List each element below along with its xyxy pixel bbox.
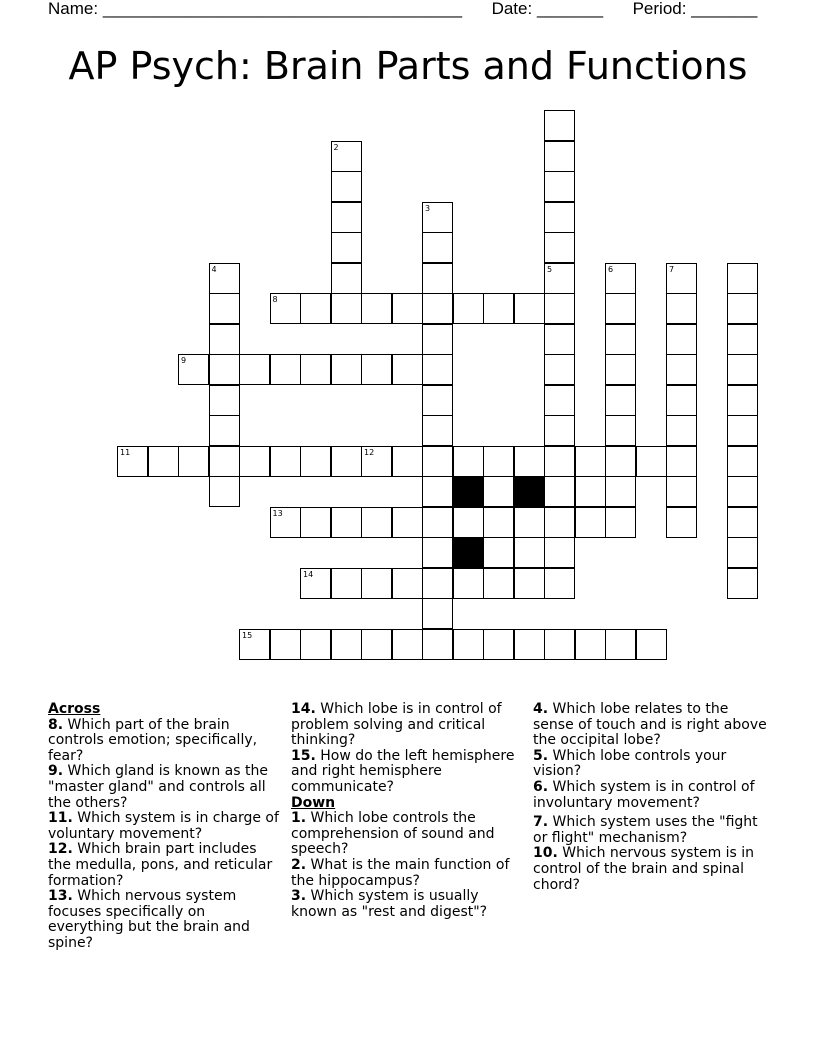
- grid-cell[interactable]: [483, 629, 514, 660]
- clue-item-number: 6.: [533, 778, 549, 795]
- grid-cell[interactable]: [605, 324, 636, 355]
- clue-number: 15: [242, 630, 253, 640]
- grid-cell[interactable]: [666, 446, 697, 477]
- grid-cell[interactable]: [544, 446, 575, 477]
- grid-cell[interactable]: [331, 141, 362, 172]
- grid-cell[interactable]: [270, 629, 301, 660]
- grid-cell[interactable]: [514, 446, 545, 477]
- grid-cell[interactable]: [483, 568, 514, 599]
- grid-cell[interactable]: [605, 263, 636, 294]
- clue-item-text: Which lobe controls the comprehension of sound and speech?: [291, 810, 495, 858]
- grid-cell[interactable]: [666, 476, 697, 507]
- grid-cell[interactable]: [422, 598, 453, 629]
- clue-item-text: Which nervous system is in control of the brain and spinal chord?: [533, 845, 755, 893]
- clue-item-number: 7.: [533, 814, 549, 831]
- grid-cell[interactable]: [727, 354, 758, 385]
- clue-item-text: Which system is in control of involuntary movement?: [533, 778, 755, 811]
- grid-cell[interactable]: [605, 354, 636, 385]
- clue-item-text: Which gland is known as the "master gland" and controls all the others?: [48, 763, 268, 811]
- grid-cell[interactable]: [422, 568, 453, 599]
- grid-cell[interactable]: [727, 293, 758, 324]
- grid-cell[interactable]: [239, 354, 270, 385]
- clue-item-text: Which system uses the "fight or flight" mechanism?: [533, 814, 758, 846]
- grid-cell[interactable]: [331, 568, 362, 599]
- grid-cell[interactable]: [483, 476, 514, 507]
- clue-item-number: 12.: [48, 841, 73, 858]
- grid-cell[interactable]: [453, 629, 484, 660]
- clue-item-number: 15.: [291, 747, 316, 764]
- grid-cell[interactable]: [148, 446, 179, 477]
- grid-cell[interactable]: [544, 537, 575, 568]
- grid-cell[interactable]: [422, 537, 453, 568]
- grid-cell[interactable]: [544, 110, 575, 141]
- grid-cell[interactable]: [666, 324, 697, 355]
- grid-cell[interactable]: [209, 324, 240, 355]
- clue-number: 9: [181, 356, 187, 365]
- grid-cell[interactable]: [575, 446, 606, 477]
- grid-cell[interactable]: [666, 263, 697, 294]
- grid-cell[interactable]: [361, 507, 392, 538]
- grid-cell[interactable]: [666, 385, 697, 416]
- grid-cell[interactable]: [422, 202, 453, 233]
- clue-item: [291, 889, 525, 920]
- grid-cell[interactable]: [544, 293, 575, 324]
- clue-item-number: 9.: [48, 763, 64, 780]
- clue-item-number: 4.: [533, 701, 549, 717]
- grid-cell[interactable]: [392, 568, 423, 599]
- clue-number: 7: [669, 264, 675, 274]
- clue-number: 11: [120, 447, 131, 457]
- grid-cell[interactable]: [361, 293, 392, 324]
- grid-cell[interactable]: [270, 446, 301, 477]
- grid-cell[interactable]: [544, 476, 575, 507]
- period-label: Period:: [632, 0, 687, 18]
- name-label: Name:: [48, 0, 99, 18]
- grid-cell[interactable]: [605, 385, 636, 416]
- grid-cell[interactable]: [483, 446, 514, 477]
- grid-cell[interactable]: [727, 507, 758, 538]
- grid-cell[interactable]: [422, 415, 453, 446]
- clue-item: [533, 749, 767, 780]
- grid-cell[interactable]: [239, 446, 270, 477]
- grid-cell[interactable]: [514, 507, 545, 538]
- grid-cell[interactable]: [300, 446, 331, 477]
- grid-cell[interactable]: [605, 507, 636, 538]
- grid-cell[interactable]: [544, 354, 575, 385]
- grid-cell[interactable]: [392, 354, 423, 385]
- grid-cell[interactable]: [422, 354, 453, 385]
- grid-cell[interactable]: [727, 446, 758, 477]
- clue-number: 4: [211, 264, 217, 274]
- grid-cell[interactable]: [300, 293, 331, 324]
- grid-cell[interactable]: [666, 507, 697, 538]
- grid-cell[interactable]: [361, 446, 392, 477]
- black-cell: [453, 476, 484, 507]
- grid-cell[interactable]: [514, 537, 545, 568]
- grid-cell[interactable]: [209, 385, 240, 416]
- grid-cell[interactable]: [544, 171, 575, 202]
- grid-cell[interactable]: [605, 415, 636, 446]
- grid-cell[interactable]: [209, 263, 240, 294]
- grid-cell[interactable]: [422, 263, 453, 294]
- grid-cell[interactable]: [331, 171, 362, 202]
- grid-cell[interactable]: [422, 629, 453, 660]
- clue-item-text: Which part of the brain controls emotion; specifically, fear?: [48, 716, 258, 764]
- grid-cell[interactable]: [575, 507, 606, 538]
- grid-cell[interactable]: [178, 354, 209, 385]
- grid-cell[interactable]: [636, 629, 667, 660]
- clue-item: [291, 858, 525, 889]
- grid-cell[interactable]: [392, 446, 423, 477]
- clue-item-number: 5.: [533, 747, 549, 764]
- clue-item-text: How do the left hemisphere and right hemisphere communicate?: [291, 747, 515, 795]
- grid-cell[interactable]: [209, 415, 240, 446]
- clue-column-2: [291, 702, 525, 920]
- grid-cell[interactable]: [605, 476, 636, 507]
- clue-item-number: 11.: [48, 810, 73, 827]
- grid-cell[interactable]: [422, 446, 453, 477]
- grid-cell[interactable]: [270, 354, 301, 385]
- grid-cell[interactable]: [605, 629, 636, 660]
- grid-cell[interactable]: [300, 629, 331, 660]
- grid-cell[interactable]: [331, 232, 362, 263]
- clue-item-number: 1.: [291, 810, 307, 827]
- clue-number: 6: [608, 264, 614, 274]
- grid-cell[interactable]: [239, 629, 270, 660]
- page-title: AP Psych: Brain Parts and Functions: [68, 44, 748, 88]
- grid-cell[interactable]: [727, 263, 758, 294]
- grid-cell[interactable]: [544, 415, 575, 446]
- grid-cell[interactable]: [605, 446, 636, 477]
- name-blank: ______________________________________: [102, 0, 463, 18]
- clue-item-text: Which lobe controls your vision?: [533, 747, 727, 780]
- grid-cell[interactable]: [300, 568, 331, 599]
- grid-cell[interactable]: [453, 568, 484, 599]
- grid-cell[interactable]: [544, 263, 575, 294]
- clue-number: 13: [272, 508, 283, 518]
- grid-cell[interactable]: [544, 629, 575, 660]
- clue-item-number: 13.: [48, 888, 73, 905]
- clue-column-1: [48, 702, 282, 952]
- grid-cell[interactable]: [422, 507, 453, 538]
- black-cell: [514, 476, 545, 507]
- clue-number: 12: [364, 447, 375, 457]
- grid-cell[interactable]: [422, 385, 453, 416]
- clue-item: [291, 811, 525, 858]
- grid-cell[interactable]: [575, 476, 606, 507]
- grid-cell[interactable]: [727, 568, 758, 599]
- grid-cell[interactable]: [544, 507, 575, 538]
- grid-cell[interactable]: [666, 415, 697, 446]
- grid-cell[interactable]: [331, 354, 362, 385]
- clue-item: [48, 889, 282, 951]
- clue-number: 5: [547, 264, 553, 274]
- grid-cell[interactable]: [727, 415, 758, 446]
- clue-number: 3: [425, 203, 431, 213]
- grid-cell[interactable]: [361, 354, 392, 385]
- clue-item-text: Which brain part includes the medulla, pons, and reticular formation?: [48, 841, 273, 889]
- clue-item-text: Which nervous system focuses specifically on everything but the brain and spine?: [48, 888, 250, 951]
- grid-cell[interactable]: [361, 629, 392, 660]
- grid-cell[interactable]: [514, 568, 545, 599]
- clue-item-number: 2.: [291, 856, 307, 873]
- grid-cell[interactable]: [483, 537, 514, 568]
- grid-cell[interactable]: [727, 476, 758, 507]
- clue-item-text: Which lobe is in control of problem solving and critical thinking?: [291, 701, 502, 749]
- grid-cell[interactable]: [300, 354, 331, 385]
- grid-cell[interactable]: [331, 293, 362, 324]
- clue-item-number: 8.: [48, 716, 64, 733]
- grid-cell[interactable]: [331, 507, 362, 538]
- clue-number: 8: [272, 295, 278, 304]
- across-heading: Across: [48, 701, 101, 717]
- clue-item: [48, 718, 282, 765]
- clue-column-3: [533, 702, 767, 893]
- grid-cell[interactable]: [666, 293, 697, 324]
- grid-cell[interactable]: [544, 324, 575, 355]
- grid-cell[interactable]: [392, 629, 423, 660]
- clue-item-text: Which system is usually known as "rest and digest"?: [291, 888, 488, 920]
- grid-cell[interactable]: [544, 385, 575, 416]
- date-blank: _______: [536, 0, 604, 18]
- grid-cell[interactable]: [331, 446, 362, 477]
- grid-cell[interactable]: [483, 293, 514, 324]
- grid-cell[interactable]: [209, 476, 240, 507]
- grid-cell[interactable]: [575, 629, 606, 660]
- clue-item-text: Which system is in charge of voluntary movement?: [48, 810, 279, 842]
- grid-cell[interactable]: [544, 202, 575, 233]
- clue-item: [533, 780, 767, 811]
- grid-cell[interactable]: [270, 293, 301, 324]
- grid-cell[interactable]: [209, 354, 240, 385]
- period-blank: _______: [691, 0, 758, 18]
- grid-cell[interactable]: [117, 446, 148, 477]
- grid-cell[interactable]: [544, 232, 575, 263]
- grid-cell[interactable]: [209, 446, 240, 477]
- grid-cell[interactable]: [514, 293, 545, 324]
- grid-cell[interactable]: [331, 629, 362, 660]
- clue-item-number: 14.: [291, 701, 316, 717]
- grid-cell[interactable]: [331, 263, 362, 294]
- grid-cell[interactable]: [727, 385, 758, 416]
- grid-cell[interactable]: [483, 507, 514, 538]
- grid-cell[interactable]: [422, 232, 453, 263]
- grid-cell[interactable]: [605, 293, 636, 324]
- clue-item-text: What is the main function of the hippocampus?: [291, 856, 510, 889]
- grid-cell[interactable]: [270, 507, 301, 538]
- grid-cell[interactable]: [453, 446, 484, 477]
- down-heading: Down: [291, 794, 336, 811]
- grid-cell[interactable]: [453, 507, 484, 538]
- grid-cell[interactable]: [422, 324, 453, 355]
- clue-item: [48, 764, 282, 811]
- grid-cell[interactable]: [453, 293, 484, 324]
- clue-item: [291, 749, 525, 796]
- clue-item-number: 3.: [291, 888, 307, 905]
- grid-cell[interactable]: [636, 446, 667, 477]
- black-cell: [453, 537, 484, 568]
- grid-cell[interactable]: [209, 293, 240, 324]
- grid-cell[interactable]: [514, 629, 545, 660]
- grid-cell[interactable]: [727, 324, 758, 355]
- date-label: Date:: [491, 0, 533, 18]
- grid-cell[interactable]: [727, 537, 758, 568]
- grid-cell[interactable]: [544, 141, 575, 172]
- clue-item: [533, 846, 767, 893]
- clue-item: [533, 702, 767, 749]
- grid-cell[interactable]: [300, 507, 331, 538]
- grid-cell[interactable]: [422, 293, 453, 324]
- grid-cell[interactable]: [392, 293, 423, 324]
- grid-cell[interactable]: [666, 354, 697, 385]
- grid-cell[interactable]: [331, 202, 362, 233]
- clue-number: 2: [333, 142, 339, 152]
- grid-cell[interactable]: [178, 446, 209, 477]
- grid-cell[interactable]: [361, 568, 392, 599]
- clue-item: [291, 702, 525, 749]
- clue-item: [48, 842, 282, 889]
- grid-cell[interactable]: [392, 507, 423, 538]
- clue-item: [533, 815, 767, 846]
- clue-item-text: Which lobe relates to the sense of touch and is right above the occipital lobe?: [533, 701, 767, 749]
- clue-number: 14: [303, 569, 314, 579]
- grid-cell[interactable]: [422, 476, 453, 507]
- clue-item-number: 10.: [533, 845, 558, 862]
- grid-cell[interactable]: [544, 568, 575, 599]
- clue-item: [48, 811, 282, 842]
